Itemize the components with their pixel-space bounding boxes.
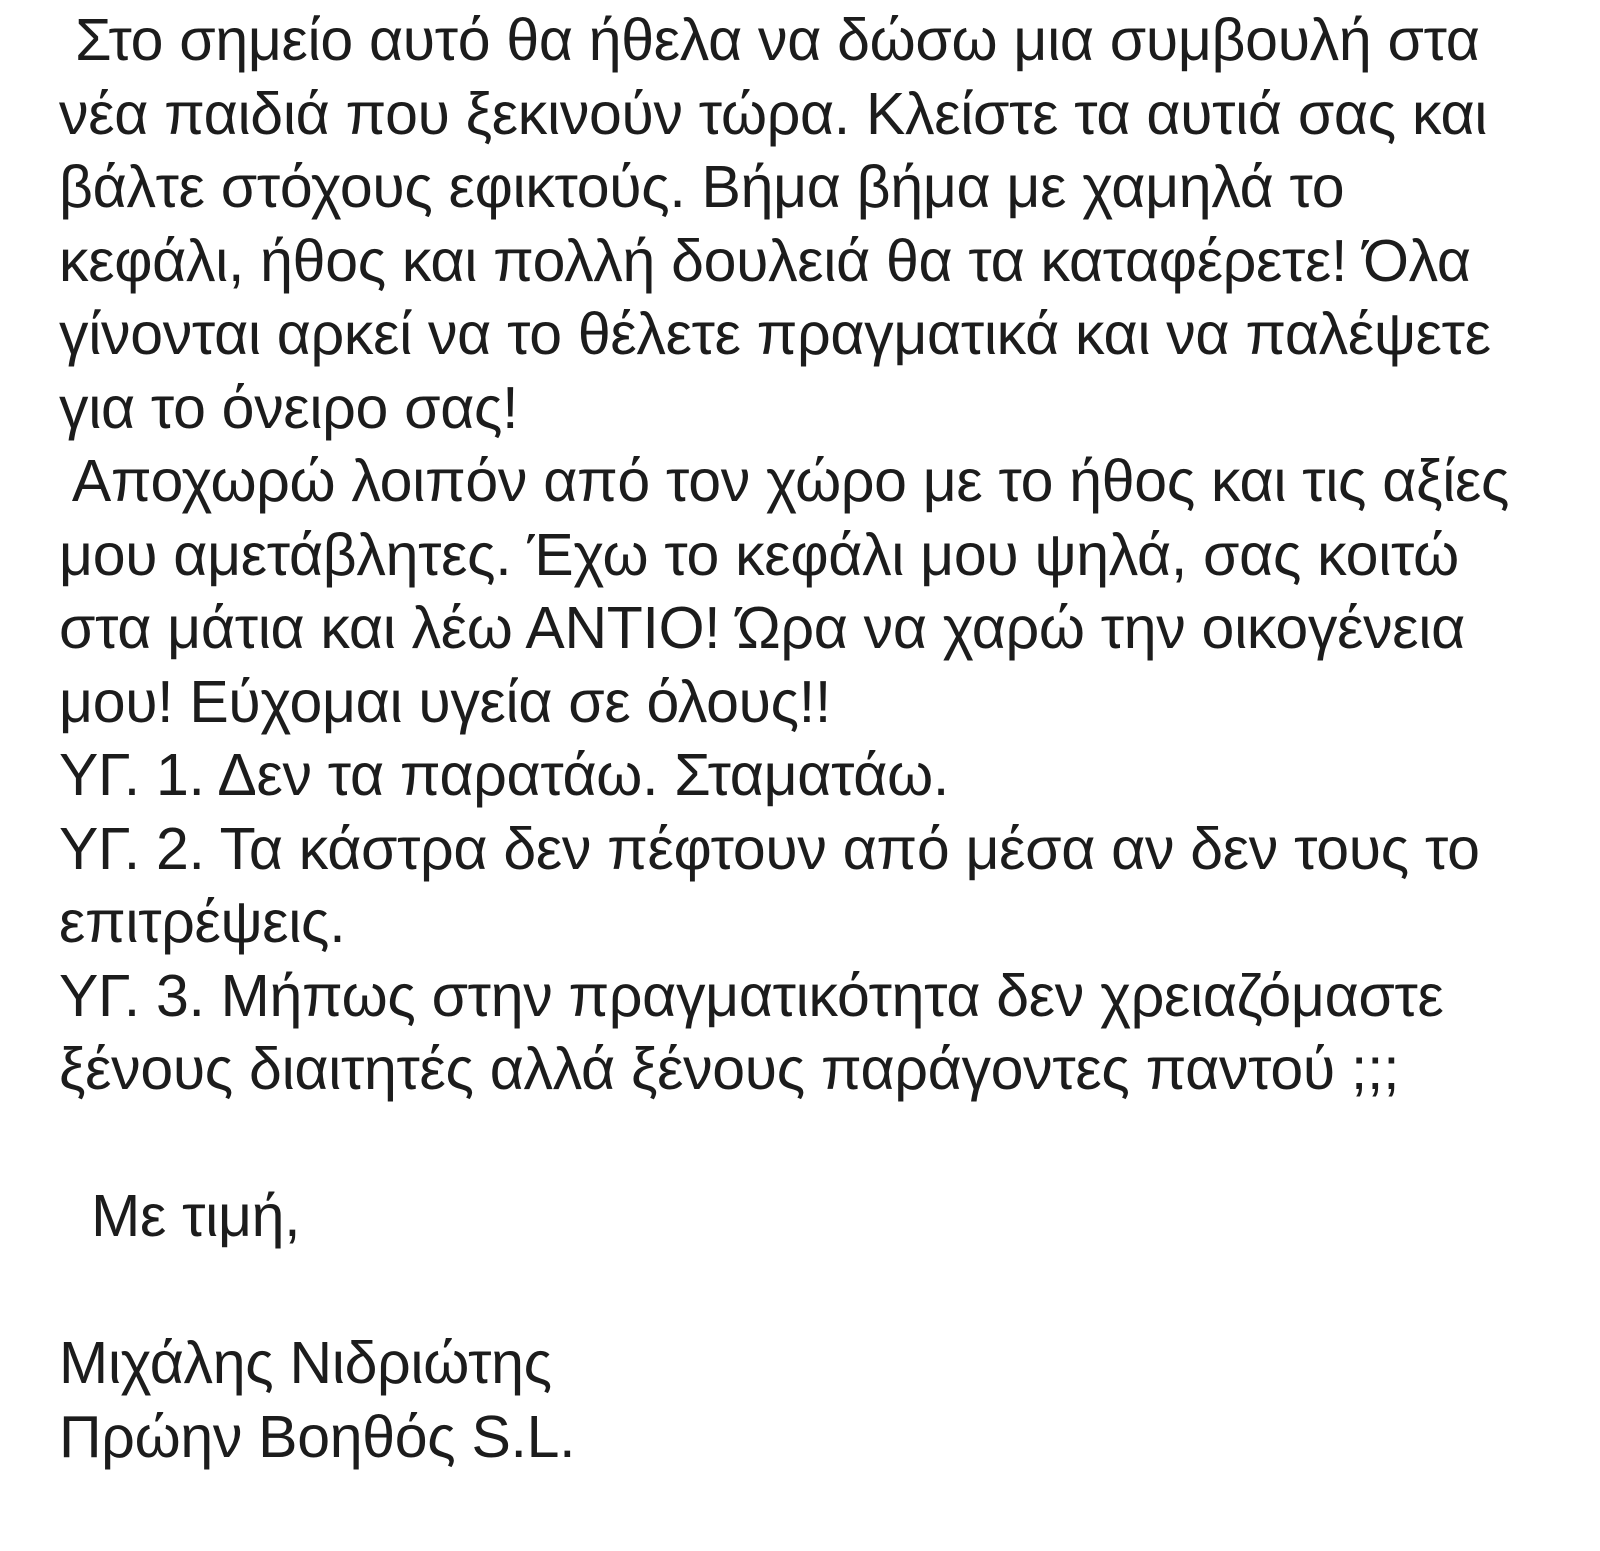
spacer [59,1254,1559,1328]
spacer [59,1107,1559,1181]
text-line: βάλτε στόχους εφικτούς. Βήμα βήμα με χαμηλά το [59,154,1345,220]
text-line: μου! Εύχομαι υγεία σε όλους!! [59,668,831,735]
text-line: ΥΓ. 1. Δεν τα παρατάω. Σταματάω. [59,742,949,808]
text-line: κεφάλι, ήθος και πολλή δουλειά θα τα καταφέρετε! Όλα [59,227,1471,294]
text-line: μου αμετάβλητες. Έχω το κεφάλι μου ψηλά, σας κοιτώ [59,521,1459,588]
text-line: Στο σημείο αυτό θα ήθελα να δώσω μια συμβουλή στα [59,7,1480,73]
letter-document [59,4,1559,1504]
text-line: για το όνειρο σας! [59,374,519,441]
postscript-3 [59,960,1559,1107]
text-line: Αποχωρώ λοιπόν από τον χώρο με το ήθος και τις αξίες [59,448,1510,514]
postscript-2 [59,813,1559,960]
postscript-1 [59,739,1559,813]
text-line: στα μάτια και λέω ΑΝΤΙΟ! Ώρα να χαρώ την οικογένεια [59,595,1465,661]
signature-title: Πρώην Βοηθός S.L. [59,1403,576,1470]
paragraph-farewell [59,445,1559,739]
text-line: ξένους διαιτητές αλλά ξένους παράγοντες παντού ;;; [59,1036,1400,1102]
text-line: ΥΓ. 2. Τα κάστρα δεν πέφτουν από μέσα αν δεν τους το [59,815,1480,882]
text-line: νέα παιδιά που ξεκινούν τώρα. Κλείστε τα αυτιά σας και [59,80,1488,147]
paragraph-advice [59,4,1559,445]
cut-off-text-line [59,1474,1559,1504]
closing-line: Με τιμή, [59,1183,301,1249]
text-line: ΥΓ. 3. Μήπως στην πραγματικότητα δεν χρειαζόμαστε [59,962,1444,1029]
text-line: γίνονται αρκεί να το θέλετε πραγματικά και να παλέψετε [59,301,1491,367]
signature-name: Μιχάλης Νιδριώτης [59,1330,552,1396]
text-line: επιτρέψεις. [59,889,346,955]
